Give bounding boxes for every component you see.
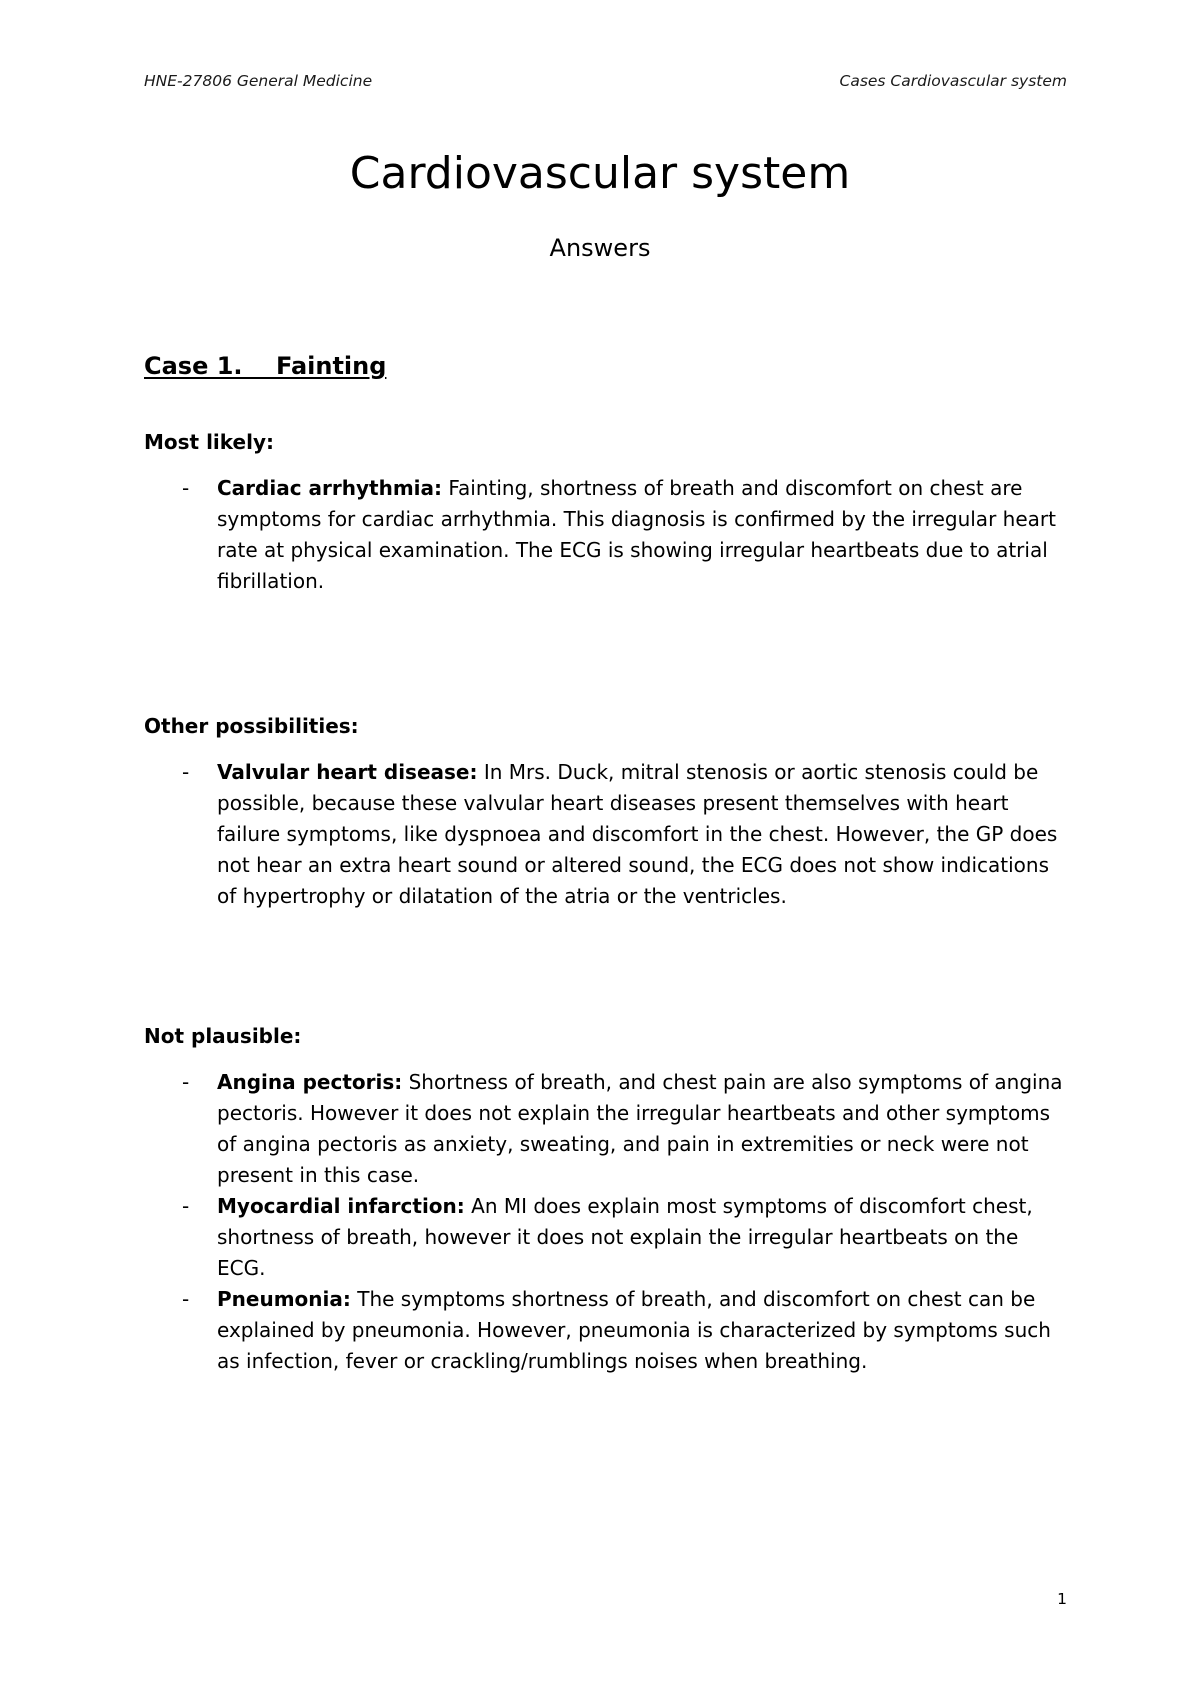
list-dash: -	[182, 1194, 190, 1218]
case-heading: Case 1. Fainting	[144, 352, 387, 380]
diagnosis-list	[144, 757, 1064, 912]
page-number: 1	[1057, 1590, 1067, 1608]
list-item	[144, 1067, 1064, 1191]
diagnosis-term: Valvular heart disease:	[217, 760, 478, 784]
list-dash: -	[182, 1070, 190, 1094]
diagnosis-text: Shortness of breath, and chest pain are also symptoms of angina pectoris. However it does not explain the irregular heartbeats and other symptoms of angina pectoris as anxiety, sweating, and pain in extremities or neck were not present in this case.	[217, 1070, 1063, 1187]
diagnosis-text: An MI does explain most symptoms of discomfort chest, shortness of breath, however it does not explain the irregular heartbeats on the ECG.	[217, 1194, 1033, 1280]
header-course: HNE-27806 General Medicine	[144, 72, 373, 90]
diagnosis-term: Myocardial infarction:	[217, 1194, 465, 1218]
diagnosis-text: The symptoms shortness of breath, and discomfort on chest can be explained by pneumonia. However, pneumonia is characterized by symptoms such as infection, fever or crackling/rumblings noises when breathing.	[217, 1287, 1051, 1373]
section-label: Other possibilities:	[144, 714, 359, 738]
list-dash: -	[182, 760, 190, 784]
list-item	[144, 1284, 1064, 1377]
diagnosis-text: In Mrs. Duck, mitral stenosis or aortic stenosis could be possible, because these valvular heart diseases present themselves with heart failure symptoms, like dyspnoea and discomfort in the chest. However, the GP does not hear an extra heart sound or altered sound, the ECG does not show indications of hypertrophy or dilatation of the atria or the ventricles.	[217, 760, 1058, 908]
diagnosis-term: Angina pectoris:	[217, 1070, 403, 1094]
section-label: Most likely:	[144, 430, 274, 454]
list-item	[144, 473, 1064, 597]
page-header	[144, 72, 1067, 94]
section-other-possibilities	[144, 711, 1064, 912]
diagnosis-term: Cardiac arrhythmia:	[217, 476, 443, 500]
list-item	[144, 757, 1064, 912]
diagnosis-list	[144, 473, 1064, 597]
section-not-plausible	[144, 1021, 1064, 1377]
section-label: Not plausible:	[144, 1024, 302, 1048]
diagnosis-text: Fainting, shortness of breath and discomfort on chest are symptoms for cardiac arrhythmia. This diagnosis is confirmed by the irregular heart rate at physical examination. The ECG is showing irregular heartbeats due to atrial fibrillation.	[217, 476, 1056, 593]
list-item	[144, 1191, 1064, 1284]
header-section-title: Cases Cardiovascular system	[839, 72, 1067, 90]
diagnosis-list	[144, 1067, 1064, 1377]
diagnosis-term: Pneumonia:	[217, 1287, 351, 1311]
document-subtitle: Answers	[549, 234, 651, 262]
document-title: Cardiovascular system	[349, 148, 851, 199]
section-most-likely	[144, 427, 1064, 597]
list-dash: -	[182, 1287, 190, 1311]
list-dash: -	[182, 476, 190, 500]
